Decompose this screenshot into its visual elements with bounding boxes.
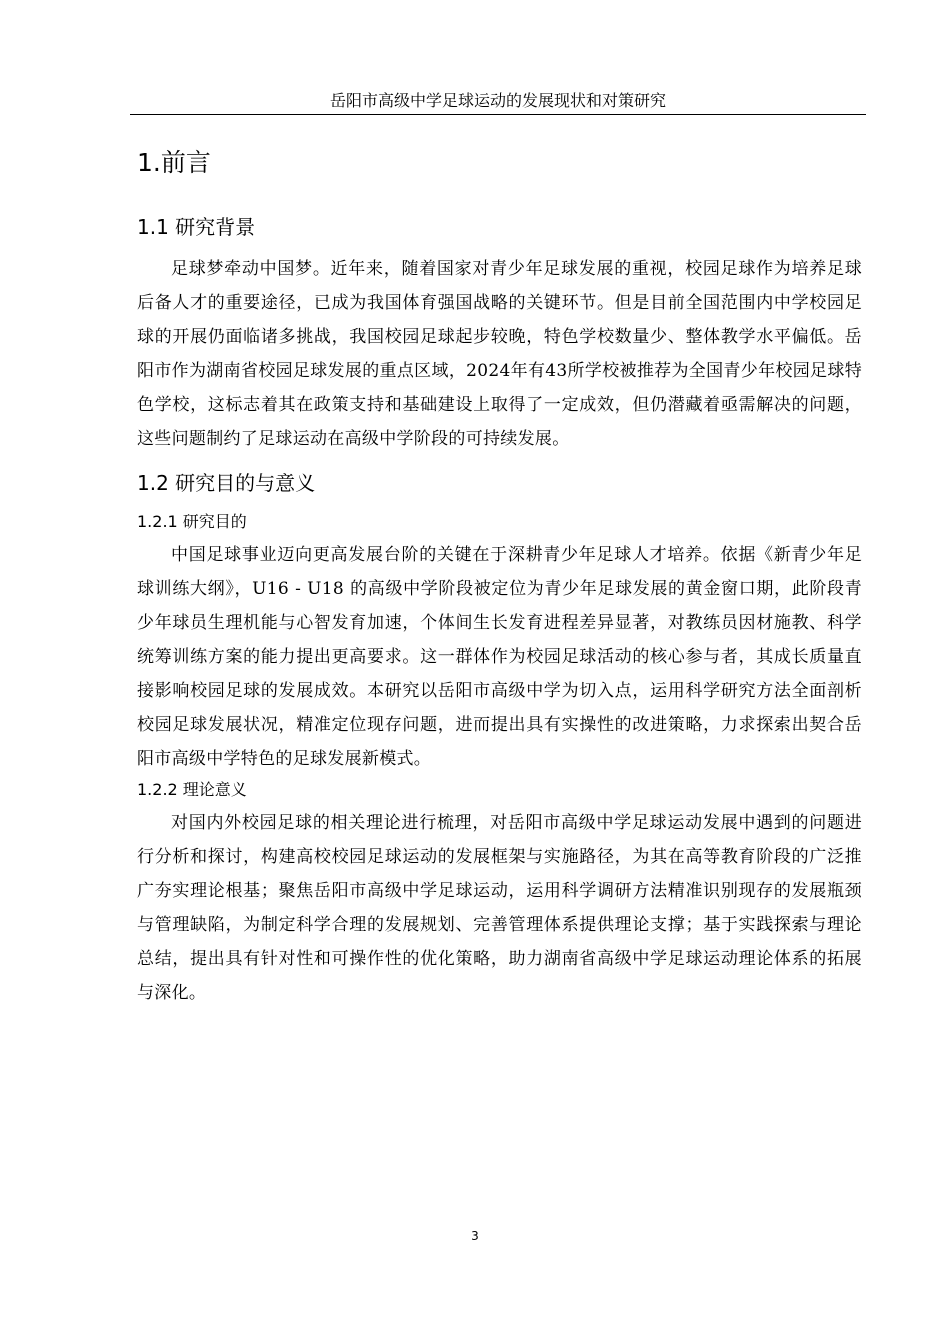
running-header-title: 岳阳市高级中学足球运动的发展现状和对策研究 [329,91,666,110]
paragraph-theoretical-significance: 对国内外校园足球的相关理论进行梳理，对岳阳市高级中学足球运动发展中遇到的问题进行分析和探讨，构建高校校园足球运动的发展框架与实施路径，为其在高等教育阶段的广泛推广夯实理论根基；聚焦岳阳市高级中学足球运动，运用科学调研方法精准识别现存的发展瓶颈与管理缺陷，为制定科学合理的发展规划、完善管理体系提供理论支撑；基于实践探索与理论总结，提出具有针对性和可操作性的优化策略，助力湖南省高级中学足球运动理论体系的拓展与深化。 [137,813,862,1003]
page-content [137,140,862,1010]
section-heading-purpose-and-significance: 1.2 研究目的与意义 [137,471,316,495]
subsection-heading-theoretical-significance: 1.2.2 理论意义 [137,780,247,799]
paragraph-research-background: 足球梦牵动中国梦。近年来，随着国家对青少年足球发展的重视，校园足球作为培养足球后备人才的重要途径，已成为我国体育强国战略的关键环节。但是目前全国范围内中学校园足球的开展仍面临诸多挑战，我国校园足球起步较晚，特色学校数量少、整体教学水平偏低。岳阳市作为湖南省校园足球发展的重点区域，2024年有43所学校被推荐为全国青少年校园足球特色学校，这标志着其在政策支持和基础建设上取得了一定成效，但仍潜藏着亟需解决的问题，这些问题制约了足球运动在高级中学阶段的可持续发展。 [137,259,862,449]
header-divider [130,114,866,115]
paragraph-research-purpose: 中国足球事业迈向更高发展台阶的关键在于深耕青少年足球人才培养。依据《新青少年足球训练大纲》，U16 - U18 的高级中学阶段被定位为青少年足球发展的黄金窗口期，此阶段青少年球员生理机能与心智发育加速，个体间生长发育进程差异显著，对教练员因材施教、科学统筹训练方案的能力提出更高要求。这一群体作为校园足球活动的核心参与者，其成长质量直接影响校园足球的发展成效。本研究以岳阳市高级中学为切入点，运用科学研究方法全面剖析校园足球发展状况，精准定位现存问题，进而提出具有实操性的改进策略，力求探索出契合岳阳市高级中学特色的足球发展新模式。 [137,545,862,769]
page-number: 3 [471,1229,479,1243]
section-heading-research-background: 1.1 研究背景 [137,215,256,239]
subsection-heading-research-purpose: 1.2.1 研究目的 [137,512,247,531]
section-heading-preface: 1.前言 [137,148,211,177]
